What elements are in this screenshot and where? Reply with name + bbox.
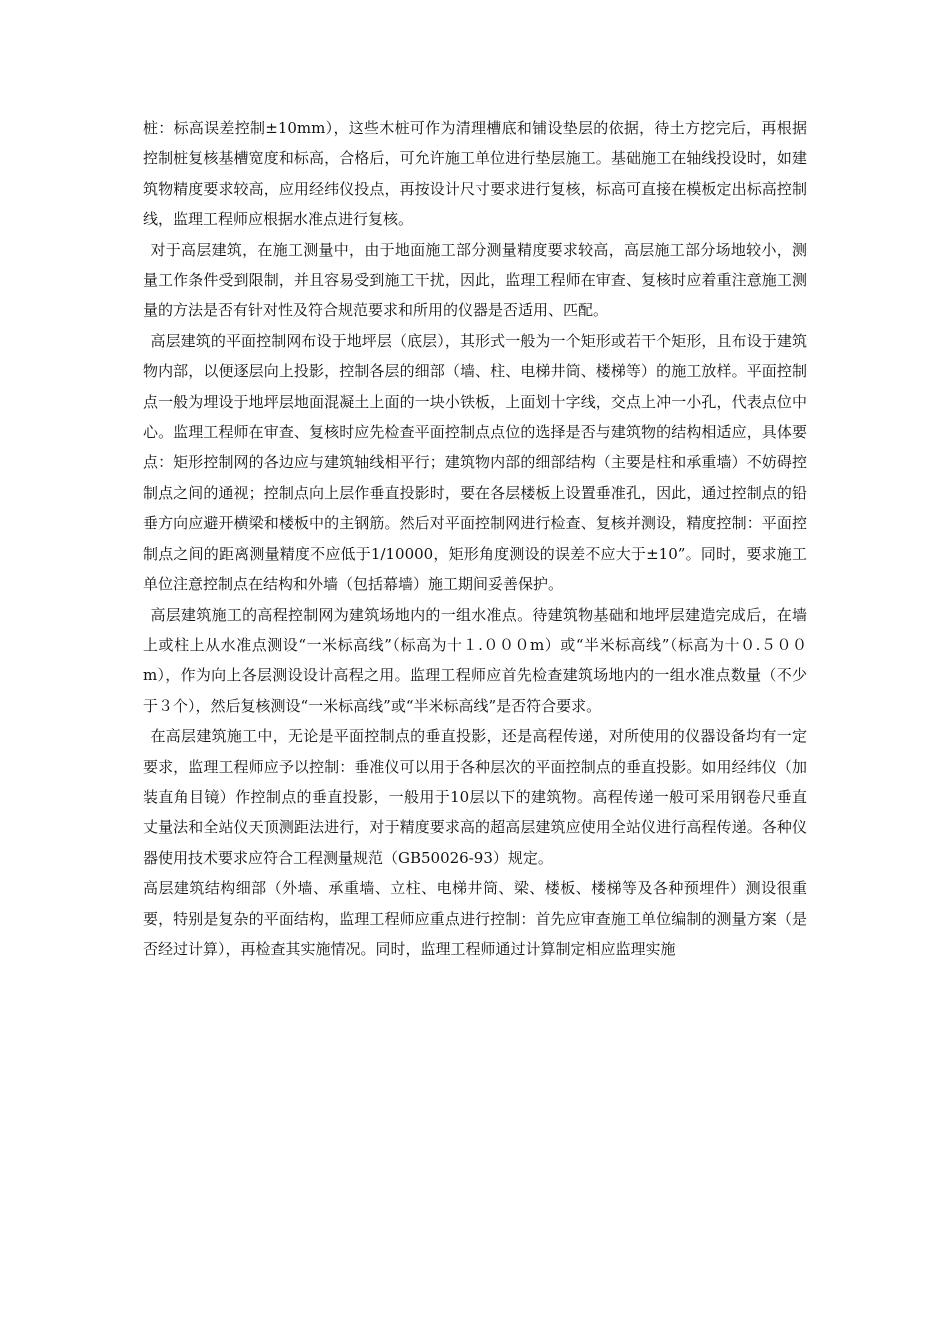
paragraph-3: 高层建筑的平面控制网布设于地坪层（底层），其形式一般为一个矩形或若干个矩形，且布设于建筑物内部，以便逐层向上投影，控制各层的细部（墙、柱、电梯井筒、楼梯等）的施工放样。平面控制点一般为埋设于地坪层地面混凝土上面的一块小铁板，上面划十字线，交点上冲一小孔，代表点位中心。监理工程师在审查、复核时应先检查平面控制点点位的选择是否与建筑物的结构相适应，具体要点：矩形控制网的各边应与建筑轴线相平行；建筑物内部的细部结构（主要是柱和承重墙）不妨碍控制点之间的通视；控制点向上层作垂直投影时，要在各层楼板上设置垂准孔，因此，通过控制点的铅垂方向应避开横梁和楼板中的主钢筋。然后对平面控制网进行检查、复核并测设，精度控制：平面控制点之间的距离测量精度不应低于1/10000，矩形角度测设的误差不应大于±10”。同时，要求施工单位注意控制点在结构和外墙（包括幕墙）施工期间妥善保护。 bbox=[143, 331, 807, 594]
paragraph-1: 桩：标高误差控制±10mm），这些木桩可作为清理槽底和铺设垫层的依据，待土方挖完后，再根据控制桩复核基槽宽度和标高，合格后，可允许施工单位进行垫层施工。基础施工在轴线投设时，如建筑物精度要求较高，应用经纬仪投点，再按设计尺寸要求进行复核，标高可直接在模板定出标高控制线，监理工程师应根据水准点进行复核。 bbox=[143, 119, 807, 229]
paragraph-5: 在高层建筑施工中，无论是平面控制点的垂直投影，还是高程传递，对所使用的仪器设备均有一定要求，监理工程师应予以控制：垂准仪可以用于各种层次的平面控制点的垂直投影。如用经纬仪（加装直角目镜）作控制点的垂直投影，一般用于10层以下的建筑物。高程传递一般可采用钢卷尺垂直丈量法和全站仪天顶测距法进行，对于精度要求高的超高层建筑应使用全站仪进行高程传递。各种仪器使用技术要求应符合工程测量规范（GB50026-93）规定。 bbox=[143, 727, 807, 867]
paragraph-4: 高层建筑施工的高程控制网为建筑场地内的一组水准点。待建筑物基础和地坪层建造完成后，在墙上或柱上从水准点测设“一米标高线”（标高为十１.０００m）或“半米标高线”（标高为十０.５００m），作为向上各层测设设计高程之用。监理工程师应首先检查建筑场地内的一组水准点数量（不少于３个），然后复核测设“一米标高线”或“半米标高线”是否符合要求。 bbox=[143, 605, 807, 715]
paragraph-6: 高层建筑结构细部（外墙、承重墙、立柱、电梯井筒、梁、楼板、楼梯等及各种预埋件）测设很重要，特别是复杂的平面结构，监理工程师应重点进行控制：首先应审查施工单位编制的测量方案（是否经过计算），再检查其实施情况。同时，监理工程师通过计算制定相应监理实施 bbox=[143, 879, 807, 958]
document-body bbox=[143, 113, 807, 964]
paragraph-2: 对于高层建筑，在施工测量中，由于地面施工部分测量精度要求较高，高层施工部分场地较小，测量工作条件受到限制，并且容易受到施工干扰，因此，监理工程师在审查、复核时应着重注意施工测量的方法是否有针对性及符合规范要求和所用的仪器是否适用、匹配。 bbox=[143, 240, 807, 320]
